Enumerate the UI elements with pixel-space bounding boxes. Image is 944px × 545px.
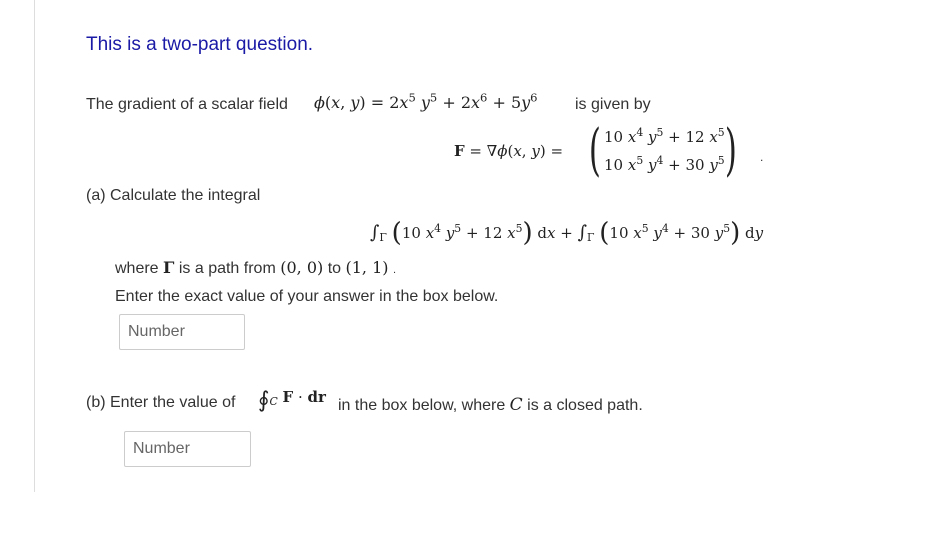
- part-b-prefix: (b) Enter the value of: [86, 394, 236, 411]
- part-a-instruction: Enter the exact value of your answer in the box below.: [115, 288, 499, 305]
- to-point: (1, 1): [345, 258, 389, 277]
- path-description: where Γ is a path from (0, 0) to (1, 1) .: [115, 258, 397, 277]
- part-a-label: (a) Calculate the integral: [86, 187, 261, 204]
- question-intro: This is a two-part question.: [86, 34, 314, 55]
- trailing-dot: .: [760, 150, 764, 164]
- gradient-prefix: The gradient of a scalar field: [86, 96, 288, 113]
- part-b-suffix-b: is a closed path.: [527, 397, 643, 414]
- to-text: to: [327, 260, 342, 277]
- part-a-answer-input[interactable]: [119, 314, 245, 350]
- part-b-answer-input[interactable]: [124, 431, 251, 467]
- where-text: where: [115, 260, 159, 277]
- contour-integral: $∮_C$ F · dr: [258, 388, 326, 413]
- F-equals-gradient: F = ∇ϕ(x, y) =: [454, 142, 564, 160]
- phi-definition: ϕ(x, $y) = 2x^5$ $y^5 + 2x^6 + 5y^6$: [314, 90, 538, 112]
- left-border: [34, 0, 35, 492]
- given-by-text: is given by: [575, 96, 651, 113]
- from-point: (0, 0): [280, 258, 324, 277]
- gradient-vector: ( 10 $x^4$ $y^5 + 12$ $x^5$ 10 $x^5$ $y^4 + 30$ $y^5$ ): [588, 118, 737, 183]
- vector-row-1: 10 $x^4$ $y^5 + 12$ $x^5$: [604, 126, 725, 146]
- line-integral: $\int_\Gamma$ (10 $x^4$ $y^5 + 12$ $x^5$) dx + $\int_\Gamma$ (10 $x^5$ $y^4 + 30$ $y^5$) dy: [370, 218, 764, 248]
- part-b-suffix: [338, 395, 643, 415]
- vector-row-2: 10 $x^5$ $y^4 + 30$ $y^5$: [604, 154, 725, 174]
- gamma-symbol: Γ: [163, 258, 175, 277]
- path-text: is a path from: [178, 260, 276, 277]
- C-symbol: C: [509, 395, 523, 415]
- part-b-suffix-a: in the box below, where: [338, 397, 506, 414]
